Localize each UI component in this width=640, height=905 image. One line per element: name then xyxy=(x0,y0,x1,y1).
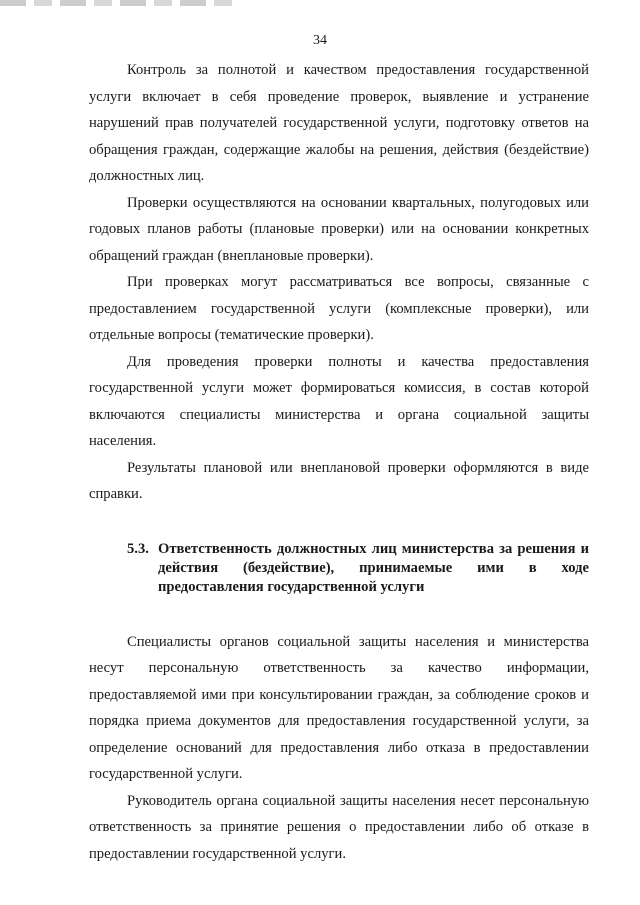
section-heading xyxy=(127,540,589,597)
document-body xyxy=(89,57,589,867)
paragraph-commission: Для проведения проверки полноты и качества предоставления государственной услуги может формироваться комиссия, в состав которой включаются специалисты министерства и органа социальной защиты населения. xyxy=(89,353,589,449)
scan-edge-artifact xyxy=(0,0,240,6)
paragraph-head-responsibility: Руководитель органа социальной защиты населения несет персональную ответственность за принятие решения о предоставлении либо об отказе в предоставлении государственной услуги. xyxy=(89,792,589,862)
paragraph-inspection-results: Результаты плановой или внеплановой проверки оформляются в виде справки. xyxy=(89,459,589,502)
section-spacer xyxy=(89,597,589,629)
section-title: Ответственность должностных лиц министерства за решения и действия (бездействие), принимаемые ими в ходе предоставления государственной услуги xyxy=(158,540,589,595)
paragraph-inspection-basis: Проверки осуществляются на основании квартальных, полугодовых или годовых планов работы (плановые проверки) или на основании конкретных обращений граждан (внеплановые проверки). xyxy=(89,194,589,264)
paragraph-specialists-responsibility: Специалисты органов социальной защиты населения и министерства несут персональную ответственность за качество информации, предоставляемой ими при консультировании граждан, за соблюдение сроков и порядка приема документов для предоставления государственной услуги, за определение оснований для предоставления либо отказа в предоставлении государственной услуги. xyxy=(89,633,589,782)
paragraph-inspection-topics: При проверках могут рассматриваться все вопросы, связанные с предоставлением государственной услуги (комплексные проверки), или отдельные вопросы (тематические проверки). xyxy=(89,274,589,343)
section-number: 5.3. xyxy=(127,540,149,557)
page-number: 34 xyxy=(313,33,327,48)
paragraph-control-scope: Контроль за полнотой и качеством предоставления государственной услуги включает в себя проведение проверок, выявление и устранение нарушений прав получателей государственной услуги, подготовку ответов на обращения граждан, содержащие жалобы на решения, действия (бездействие) должностных лиц. xyxy=(89,62,589,184)
